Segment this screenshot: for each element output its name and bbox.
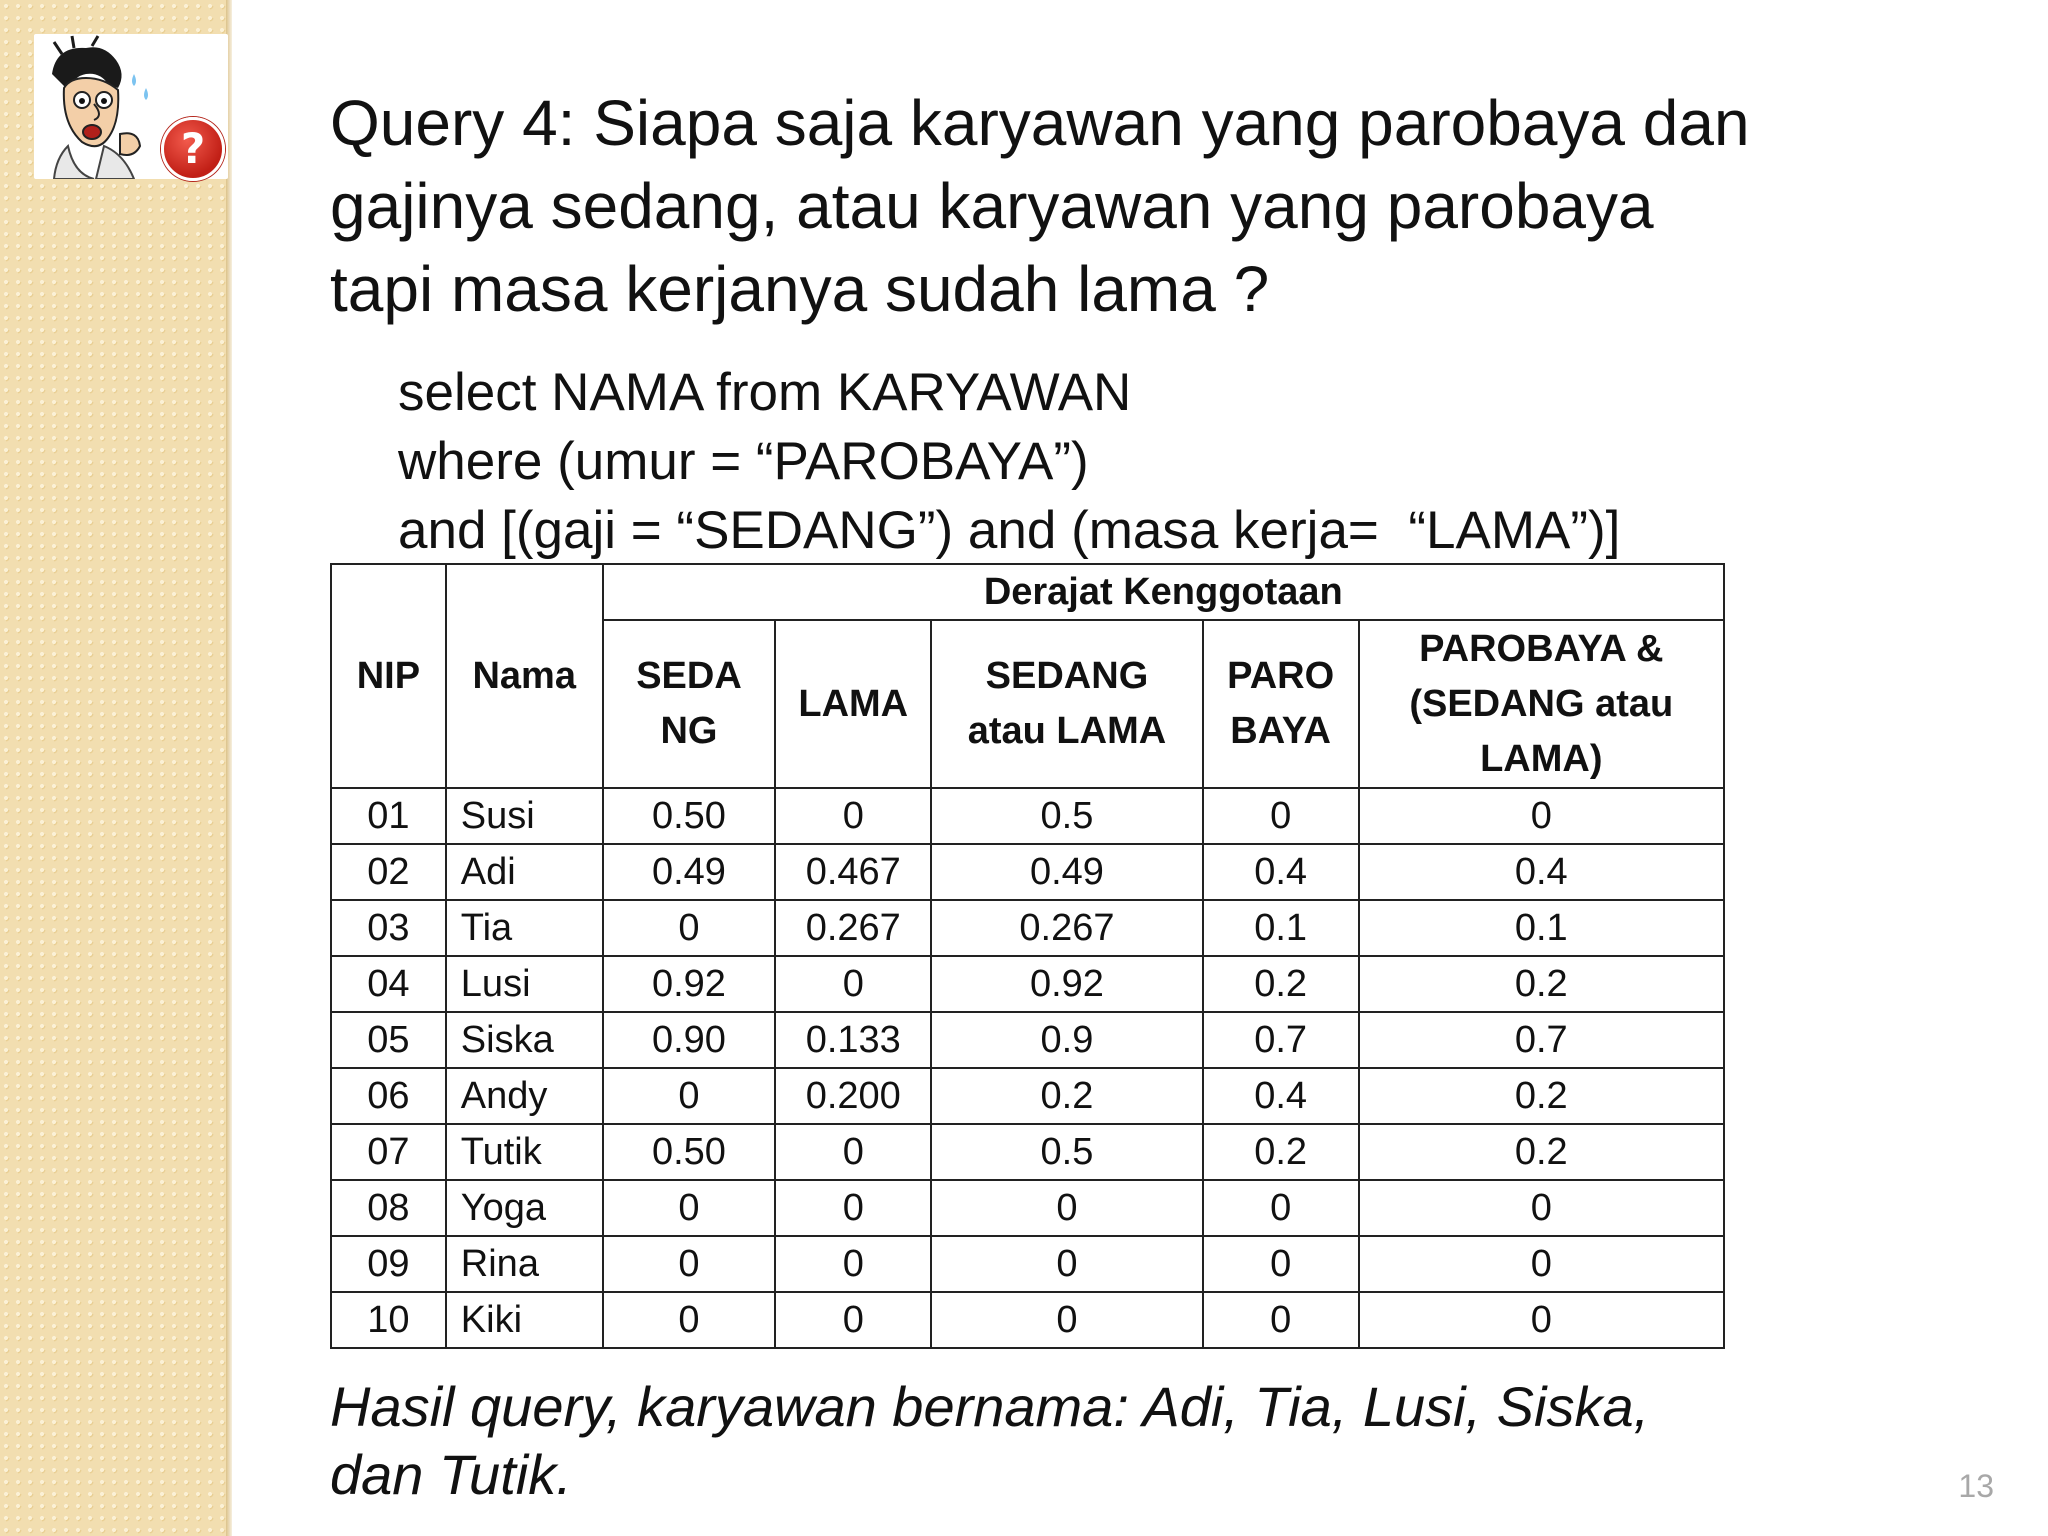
table-cell: Rina [446, 1236, 603, 1292]
table-cell: Tutik [446, 1124, 603, 1180]
table-cell: 04 [331, 956, 446, 1012]
table-cell: 0 [1203, 1292, 1359, 1348]
table-cell: 0 [1203, 1180, 1359, 1236]
query-line: where (umur = “PAROBAYA”) [398, 432, 1089, 491]
header-line: atau LAMA [967, 710, 1167, 752]
table-cell: 0.200 [775, 1068, 931, 1124]
table-cell: 0 [775, 956, 931, 1012]
query-result-text: Hasil query, karyawan bernama: Adi, Tia, Lusi, Siska, dan Tutik. [330, 1375, 1650, 1506]
table-row [331, 788, 1724, 844]
table-cell: 0 [931, 1292, 1203, 1348]
table-cell: Yoga [446, 1180, 603, 1236]
slide-title: Query 4: Siapa saja karyawan yang parobaya dan gajinya sedang, atau karyawan yang parobaya tapi masa kerjanya sudah lama ? [330, 87, 1750, 325]
table-cell: Susi [446, 788, 603, 844]
table-cell: 05 [331, 1012, 446, 1068]
table-row [331, 844, 1724, 900]
table-cell: 0.267 [775, 900, 931, 956]
table-cell: 0.1 [1359, 900, 1724, 956]
table-cell: Adi [446, 844, 603, 900]
table-cell: 0 [603, 1068, 776, 1124]
table-row [331, 1292, 1724, 1348]
table-cell: 0.2 [1359, 1124, 1724, 1180]
table-cell: 0.2 [1359, 956, 1724, 1012]
table-cell: 0.7 [1203, 1012, 1359, 1068]
header-line: SEDANG [985, 655, 1149, 697]
table-cell: 0.5 [931, 788, 1203, 844]
table-cell: 09 [331, 1236, 446, 1292]
table-cell: 0.2 [1359, 1068, 1724, 1124]
table-cell: 10 [331, 1292, 446, 1348]
table-cell: Kiki [446, 1292, 603, 1348]
table-row [331, 1180, 1724, 1236]
header-line: (SEDANG atau [1409, 682, 1674, 725]
page-number: 13 [1958, 1468, 1994, 1504]
table-cell: 06 [331, 1068, 446, 1124]
table-cell: 02 [331, 844, 446, 900]
header-line: NG [660, 710, 718, 752]
column-header-nip: NIP [331, 564, 446, 788]
header-line: SEDA [636, 655, 742, 697]
table-cell: 0 [603, 1180, 776, 1236]
table-cell: 0.1 [1203, 900, 1359, 956]
table-cell: 0.2 [931, 1068, 1203, 1124]
sql-query [398, 358, 1848, 565]
table-cell: 0 [931, 1236, 1203, 1292]
table-row [331, 1124, 1724, 1180]
table-cell: 0.133 [775, 1012, 931, 1068]
table-cell: 01 [331, 788, 446, 844]
table-cell: 0.2 [1203, 1124, 1359, 1180]
table-cell: 0 [603, 900, 776, 956]
table-row [331, 1236, 1724, 1292]
table-cell: 0 [775, 1124, 931, 1180]
side-strip-edge [226, 0, 232, 1536]
table-cell: 0.2 [1203, 956, 1359, 1012]
header-line: PARO [1227, 655, 1335, 697]
table-cell: 0 [1359, 788, 1724, 844]
header-line: BAYA [1230, 710, 1331, 752]
decorative-side-strip [0, 0, 230, 1536]
table-cell: 0.50 [603, 1124, 776, 1180]
table-cell: 0.267 [931, 900, 1203, 956]
column-header-sedang-atau-lama [931, 620, 1203, 788]
header-line: PAROBAYA & [1419, 627, 1664, 670]
table-cell: 0 [1359, 1236, 1724, 1292]
table-cell: 0.49 [603, 844, 776, 900]
table-cell: 07 [331, 1124, 446, 1180]
table-cell: 0 [1359, 1292, 1724, 1348]
table-cell: 0.7 [1359, 1012, 1724, 1068]
table-cell: 0.9 [931, 1012, 1203, 1068]
table-cell: Tia [446, 900, 603, 956]
table-cell: Andy [446, 1068, 603, 1124]
table-row [331, 1068, 1724, 1124]
table-cell: 0.4 [1203, 1068, 1359, 1124]
group-header: Derajat Kenggotaan [603, 564, 1724, 620]
table-cell: 0.4 [1359, 844, 1724, 900]
table-cell: 0 [775, 788, 931, 844]
table-cell: 0 [603, 1292, 776, 1348]
table-cell: 0.467 [775, 844, 931, 900]
table-cell: 08 [331, 1180, 446, 1236]
table-row [331, 956, 1724, 1012]
table-cell: 0.49 [931, 844, 1203, 900]
column-header-sedang [603, 620, 776, 788]
table-cell: 0 [603, 1236, 776, 1292]
query-line: and [(gaji = “SEDANG”) and (masa kerja= “LAMA”)] [398, 501, 1621, 560]
table-cell: 0.92 [603, 956, 776, 1012]
table-cell: 0 [1359, 1180, 1724, 1236]
query-line: select NAMA from KARYAWAN [398, 363, 1132, 422]
table-cell: 0.5 [931, 1124, 1203, 1180]
table-cell: 0 [775, 1292, 931, 1348]
column-header-nama: Nama [446, 564, 603, 788]
table-cell: 0.4 [1203, 844, 1359, 900]
table-cell: 03 [331, 900, 446, 956]
table-cell: 0 [1203, 788, 1359, 844]
table-cell: 0 [1203, 1236, 1359, 1292]
header-line: LAMA) [1480, 737, 1603, 780]
column-header-combined [1359, 620, 1724, 788]
membership-table [330, 563, 1725, 1349]
question-mark-icon: ? [161, 117, 225, 181]
column-header-lama: LAMA [775, 620, 931, 788]
table-row [331, 1012, 1724, 1068]
table-cell: 0.92 [931, 956, 1203, 1012]
table-row [331, 900, 1724, 956]
table-cell: 0 [775, 1236, 931, 1292]
table-body [331, 788, 1724, 1348]
table-cell: Siska [446, 1012, 603, 1068]
column-header-parobaya [1203, 620, 1359, 788]
table-cell: 0.90 [603, 1012, 776, 1068]
table-cell: Lusi [446, 956, 603, 1012]
table-cell: 0 [775, 1180, 931, 1236]
table-cell: 0.50 [603, 788, 776, 844]
table-cell: 0 [931, 1180, 1203, 1236]
